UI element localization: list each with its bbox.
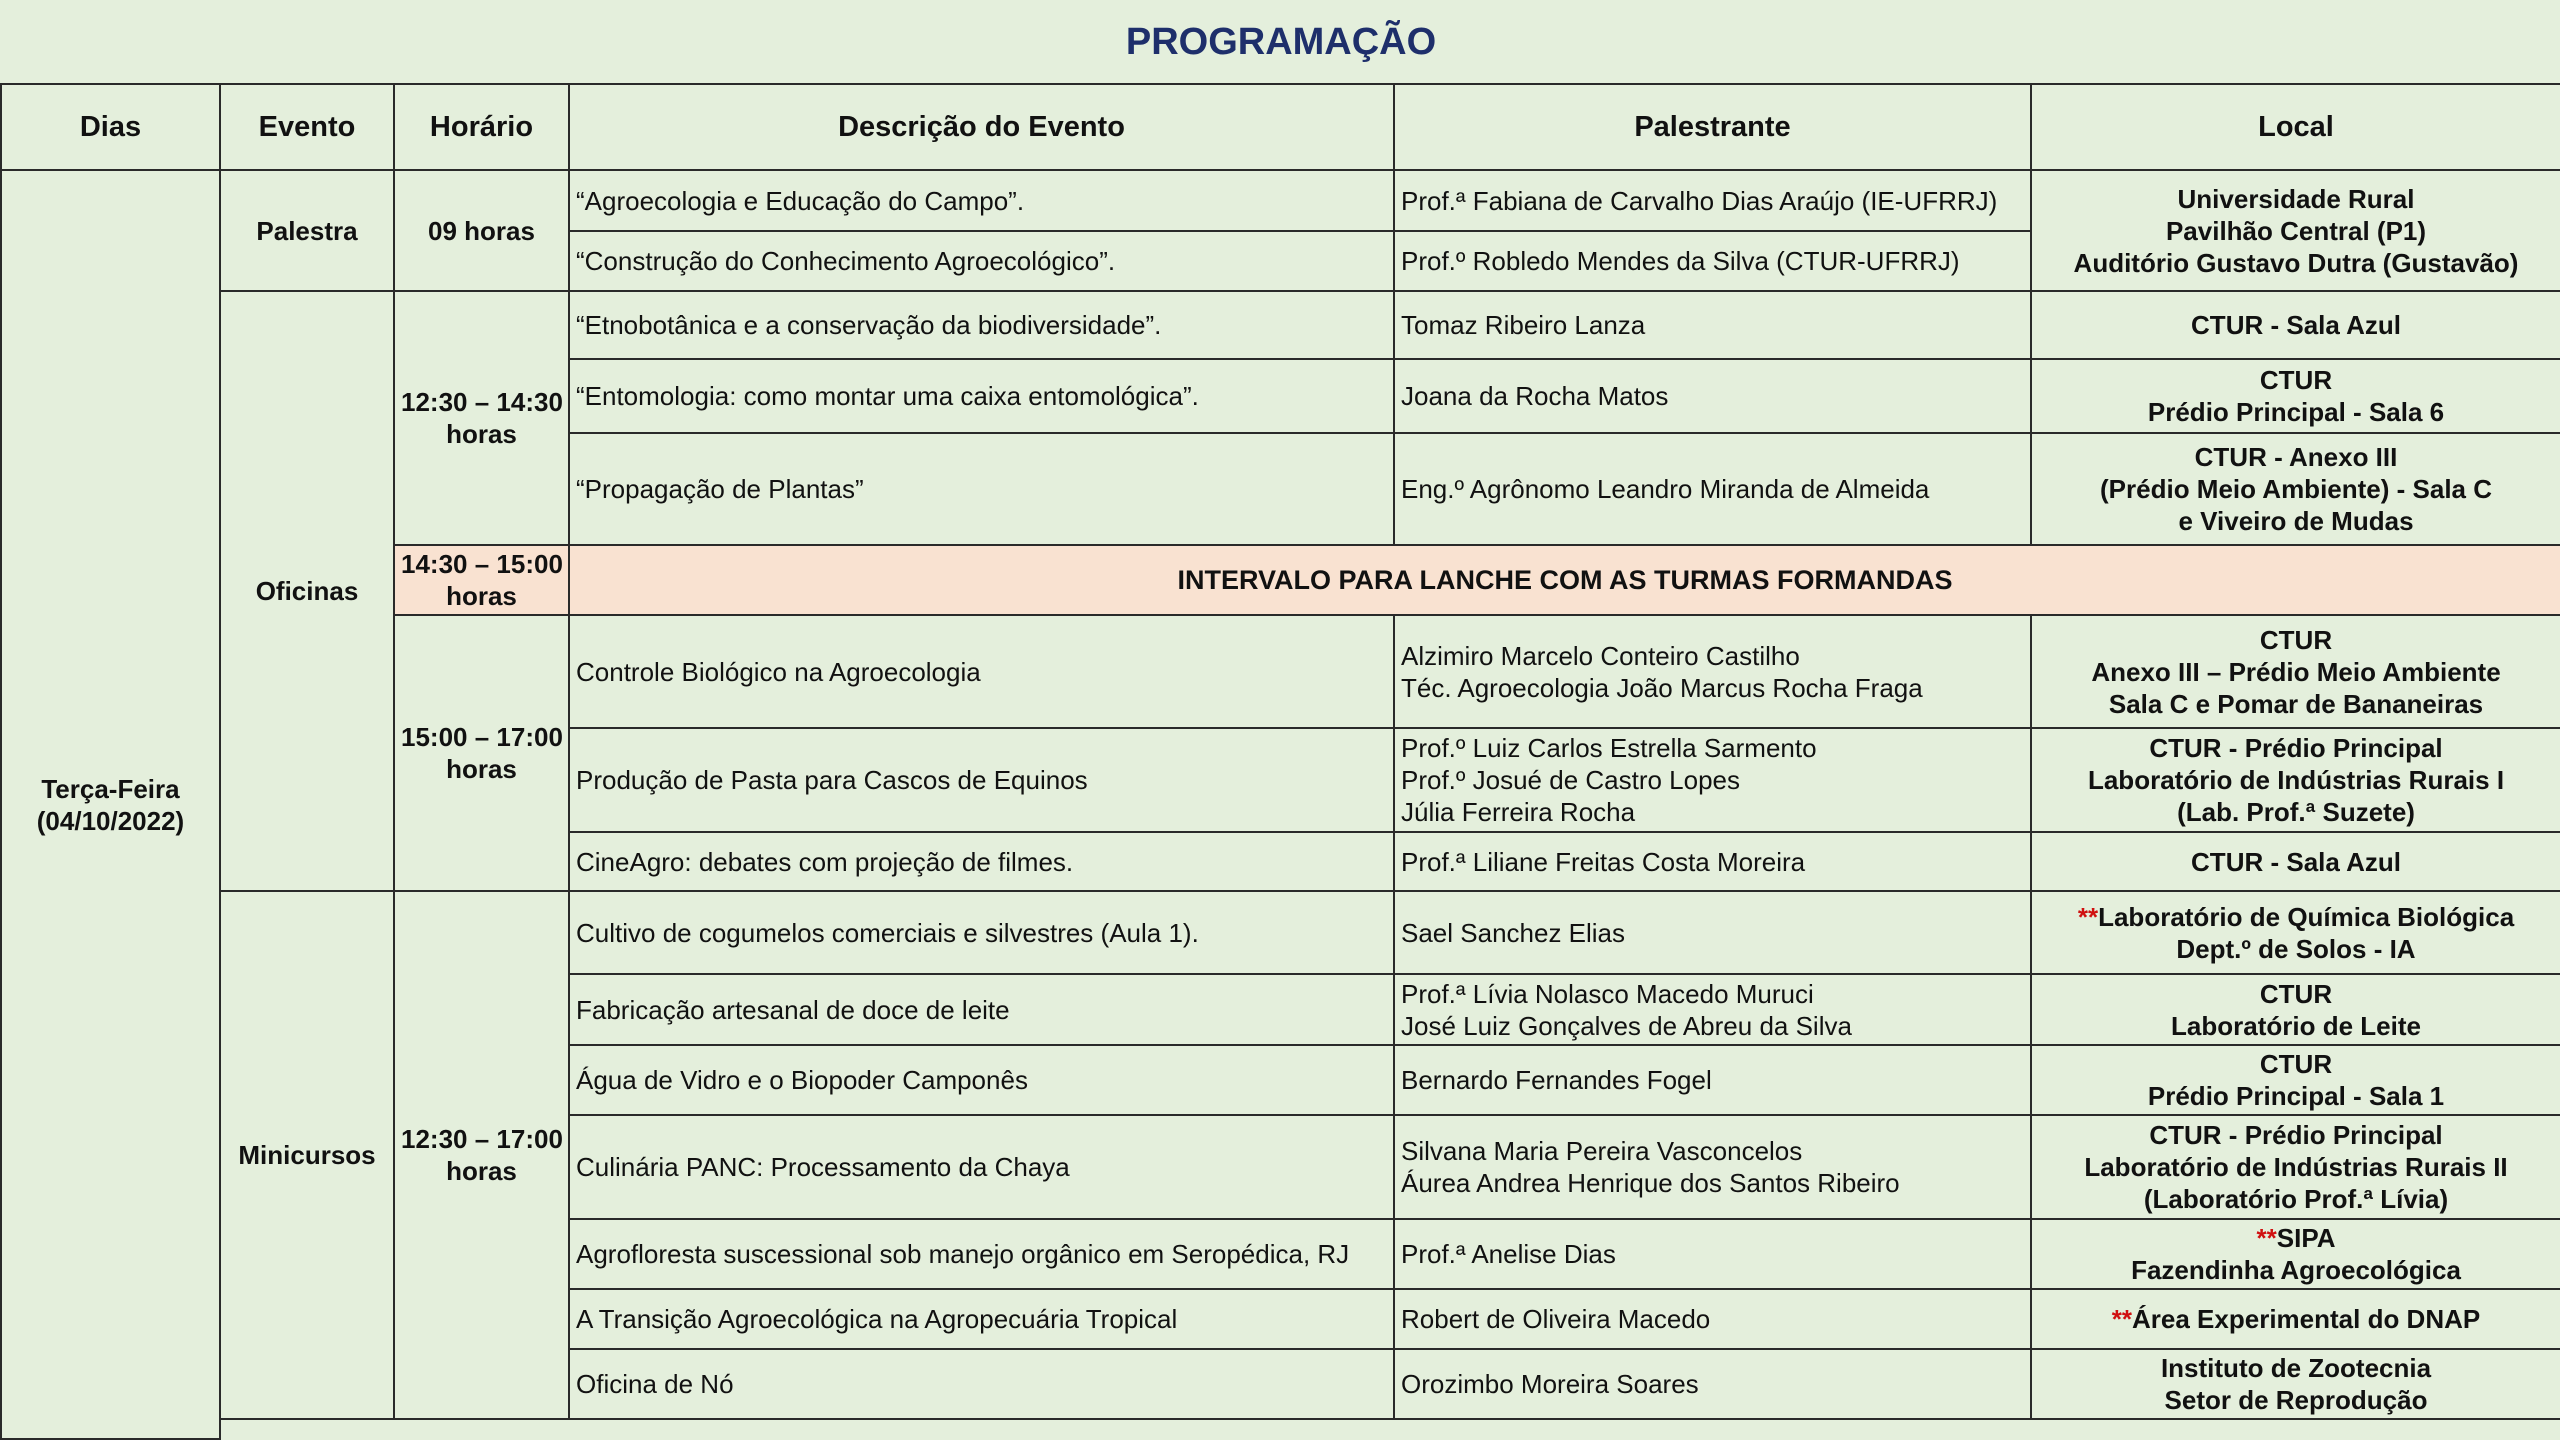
event-description: “Etnobotânica e a conservação da biodiversidade”. (569, 291, 1394, 359)
speaker-cell (1394, 359, 2031, 433)
cell-line: Prof.ª Anelise Dias (1401, 1239, 1616, 1269)
location-text: Sala C e Pomar de Bananeiras (2108, 688, 2484, 719)
location-text: CTUR - Prédio Principal (2149, 1120, 2443, 1150)
header-descricao: Descrição do Evento (569, 84, 1394, 170)
location-line (2038, 1119, 2554, 1151)
location-line (2038, 624, 2554, 656)
location-text: CTUR (2259, 978, 2333, 1009)
location-line (2038, 441, 2554, 473)
cell-line: Sael Sanchez Elias (1401, 917, 1626, 948)
cell-line: horas (446, 1156, 517, 1186)
speaker-cell (1394, 1045, 2031, 1115)
time-minicursos (394, 891, 569, 1419)
speaker-cell (1394, 1115, 2031, 1219)
location-text: (Laboratório Prof.ª Lívia) (2143, 1184, 2449, 1214)
cell-line: Universidade Rural (2177, 183, 2415, 214)
day-name: Terça-Feira (41, 773, 180, 804)
cell-line: 14:30 – 15:00 (401, 549, 563, 579)
location-line (2038, 846, 2554, 878)
location-text: Prédio Principal - Sala 6 (2147, 397, 2445, 427)
event-description: Agrofloresta suscessional sob manejo orgânico em Seropédica, RJ (569, 1219, 1394, 1289)
location-text: Fazendinha Agroecológica (2131, 1255, 2461, 1285)
location-text: e Viveiro de Mudas (2178, 506, 2414, 536)
location-cell (2031, 832, 2560, 891)
location-cell (2031, 1219, 2560, 1289)
location-text: CTUR - Anexo III (2194, 442, 2398, 472)
location-line (2038, 309, 2554, 341)
cell-line: Bernardo Fernandes Fogel (1401, 1065, 1712, 1095)
location-text: (Prédio Meio Ambiente) - Sala C (2100, 474, 2492, 504)
location-line (2038, 1080, 2554, 1112)
event-description: Cultivo de cogumelos comerciais e silvestres (Aula 1). (569, 891, 1394, 974)
location-cell (2031, 1349, 2560, 1419)
cell-line: Prof.º Robledo Mendes da Silva (CTUR-UFRRJ) (1401, 246, 1960, 276)
location-text: CTUR (2259, 365, 2333, 395)
cell-line: Tomaz Ribeiro Lanza (1401, 310, 1646, 340)
cell-line: 12:30 – 17:00 (401, 1124, 563, 1154)
location-cell (2031, 891, 2560, 974)
location-cell (2031, 359, 2560, 433)
palestra-location (2031, 170, 2560, 291)
cell-line: horas (446, 754, 517, 784)
time-oficinas-2 (394, 615, 569, 891)
location-cell (2031, 1289, 2560, 1349)
location-line (2038, 364, 2554, 396)
location-text: CTUR (2259, 624, 2333, 655)
speaker-cell (1394, 170, 2031, 231)
location-line (2038, 1222, 2554, 1254)
location-cell (2031, 1115, 2560, 1219)
location-line (2038, 1254, 2554, 1286)
location-line (2038, 1352, 2554, 1384)
location-text: Anexo III – Prédio Meio Ambiente (2091, 656, 2501, 687)
location-text: Laboratório de Química Biológica (2098, 901, 2515, 932)
cell-line: Téc. Agroecologia João Marcus Rocha Fraga (1401, 672, 1923, 703)
event-description: “Entomologia: como montar uma caixa entomológica”. (569, 359, 1394, 433)
location-text: Laboratório de Indústrias Rurais I (2087, 765, 2505, 795)
location-line (2038, 732, 2554, 764)
location-cell (2031, 433, 2560, 545)
table-row (1, 170, 2560, 231)
speaker-cell (1394, 615, 2031, 728)
day-date: (04/10/2022) (36, 805, 185, 836)
asterisk-mark: ** (2077, 901, 2099, 932)
event-description: Oficina de Nó (569, 1349, 1394, 1419)
location-line (2038, 901, 2554, 933)
event-description: Fabricação artesanal de doce de leite (569, 974, 1394, 1045)
header-row (1, 84, 2560, 170)
location-text: Prédio Principal - Sala 1 (2147, 1081, 2445, 1111)
time-palestra: 09 horas (394, 170, 569, 291)
location-line (2038, 1010, 2554, 1042)
page-title: PROGRAMAÇÃO (1, 0, 2560, 84)
footer-space (220, 1419, 2560, 1439)
location-line (2038, 1303, 2554, 1335)
event-description: Culinária PANC: Processamento da Chaya (569, 1115, 1394, 1219)
cell-line: Joana da Rocha Matos (1401, 381, 1669, 411)
location-cell (2031, 615, 2560, 728)
location-text: Área Experimental do DNAP (2132, 1304, 2481, 1334)
speaker-cell (1394, 974, 2031, 1045)
event-description: “Propagação de Plantas” (569, 433, 1394, 545)
speaker-cell (1394, 433, 2031, 545)
asterisk-mark: ** (2256, 1223, 2277, 1253)
location-text: CTUR - Sala Azul (2191, 310, 2401, 340)
header-local: Local (2031, 84, 2560, 170)
cell-line: Prof.ª Liliane Freitas Costa Moreira (1401, 846, 1806, 877)
speaker-cell (1394, 1219, 2031, 1289)
cell-line: Prof.ª Lívia Nolasco Macedo Muruci (1401, 978, 1814, 1009)
location-text: CTUR - Sala Azul (2191, 846, 2401, 877)
cell-line: Prof.º Josué de Castro Lopes (1401, 765, 1741, 795)
time-break (394, 545, 569, 615)
event-minicursos: Minicursos (220, 891, 394, 1419)
location-line (2038, 978, 2554, 1010)
location-text: SIPA (2276, 1223, 2336, 1253)
location-line (2038, 1384, 2554, 1416)
title-row (1, 0, 2560, 84)
cell-line: horas (446, 419, 517, 449)
location-line (2038, 1151, 2554, 1183)
header-horario: Horário (394, 84, 569, 170)
location-cell (2031, 291, 2560, 359)
event-description: “Agroecologia e Educação do Campo”. (569, 170, 1394, 231)
location-text: CTUR (2259, 1049, 2333, 1079)
header-dias: Dias (1, 84, 220, 170)
location-line (2038, 473, 2554, 505)
location-text: Setor de Reprodução (2164, 1385, 2428, 1415)
event-description: Água de Vidro e o Biopoder Camponês (569, 1045, 1394, 1115)
cell-line: Orozimbo Moreira Soares (1401, 1369, 1699, 1399)
cell-line: Pavilhão Central (P1) (2165, 215, 2427, 246)
cell-line: Robert de Oliveira Macedo (1401, 1304, 1711, 1334)
location-cell (2031, 974, 2560, 1045)
cell-line: José Luiz Gonçalves de Abreu da Silva (1401, 1010, 1852, 1041)
location-text: Laboratório de Indústrias Rurais II (2084, 1152, 2508, 1182)
event-palestra: Palestra (220, 170, 394, 291)
location-line (2038, 796, 2554, 828)
event-description: Controle Biológico na Agroecologia (569, 615, 1394, 728)
location-cell (2031, 1045, 2560, 1115)
event-description: Produção de Pasta para Cascos de Equinos (569, 728, 1394, 832)
location-line (2038, 688, 2554, 720)
location-text: Laboratório de Leite (2171, 1010, 2421, 1041)
cell-line: Prof.º Luiz Carlos Estrella Sarmento (1401, 733, 1817, 763)
location-cell (2031, 728, 2560, 832)
location-line (2038, 1048, 2554, 1080)
event-oficinas: Oficinas (220, 291, 394, 891)
cell-line: Eng.º Agrônomo Leandro Miranda de Almeida (1401, 474, 1930, 504)
table-row (1, 891, 2560, 974)
cell-line: Júlia Ferreira Rocha (1401, 797, 1636, 827)
speaker-cell (1394, 1349, 2031, 1419)
header-palestrante: Palestrante (1394, 84, 2031, 170)
speaker-cell (1394, 891, 2031, 974)
speaker-cell (1394, 231, 2031, 291)
cell-line: Alzimiro Marcelo Conteiro Castilho (1401, 640, 1800, 671)
location-line (2038, 656, 2554, 688)
day-cell (1, 170, 220, 1439)
cell-line: horas (446, 581, 517, 611)
speaker-cell (1394, 832, 2031, 891)
header-evento: Evento (220, 84, 394, 170)
location-text: CTUR - Prédio Principal (2149, 733, 2443, 763)
asterisk-mark: ** (2111, 1304, 2133, 1334)
event-description: A Transição Agroecológica na Agropecuária Tropical (569, 1289, 1394, 1349)
location-line (2038, 505, 2554, 537)
location-text: Dept.º de Solos - IA (2176, 933, 2416, 964)
location-text: (Lab. Prof.ª Suzete) (2177, 797, 2415, 827)
location-line (2038, 933, 2554, 965)
table-row (1, 291, 2560, 359)
cell-line: Áurea Andrea Henrique dos Santos Ribeiro (1401, 1168, 1900, 1198)
speaker-cell (1394, 1289, 2031, 1349)
footer-row (1, 1419, 2560, 1439)
speaker-cell (1394, 291, 2031, 359)
cell-line: 12:30 – 14:30 (401, 387, 563, 417)
break-label: INTERVALO PARA LANCHE COM AS TURMAS FORMANDAS (569, 545, 2560, 615)
speaker-cell (1394, 728, 2031, 832)
cell-line: Prof.ª Fabiana de Carvalho Dias Araújo (IE-UFRRJ) (1401, 185, 1998, 216)
cell-line: Silvana Maria Pereira Vasconcelos (1401, 1136, 1803, 1166)
cell-line: Auditório Gustavo Dutra (Gustavão) (2073, 247, 2519, 278)
location-line (2038, 764, 2554, 796)
time-oficinas-1 (394, 291, 569, 545)
event-description: CineAgro: debates com projeção de filmes. (569, 832, 1394, 891)
cell-line: 15:00 – 17:00 (401, 722, 563, 752)
event-description: “Construção do Conhecimento Agroecológico”. (569, 231, 1394, 291)
location-text: Instituto de Zootecnia (2160, 1353, 2432, 1383)
location-line (2038, 396, 2554, 428)
location-line (2038, 1183, 2554, 1215)
